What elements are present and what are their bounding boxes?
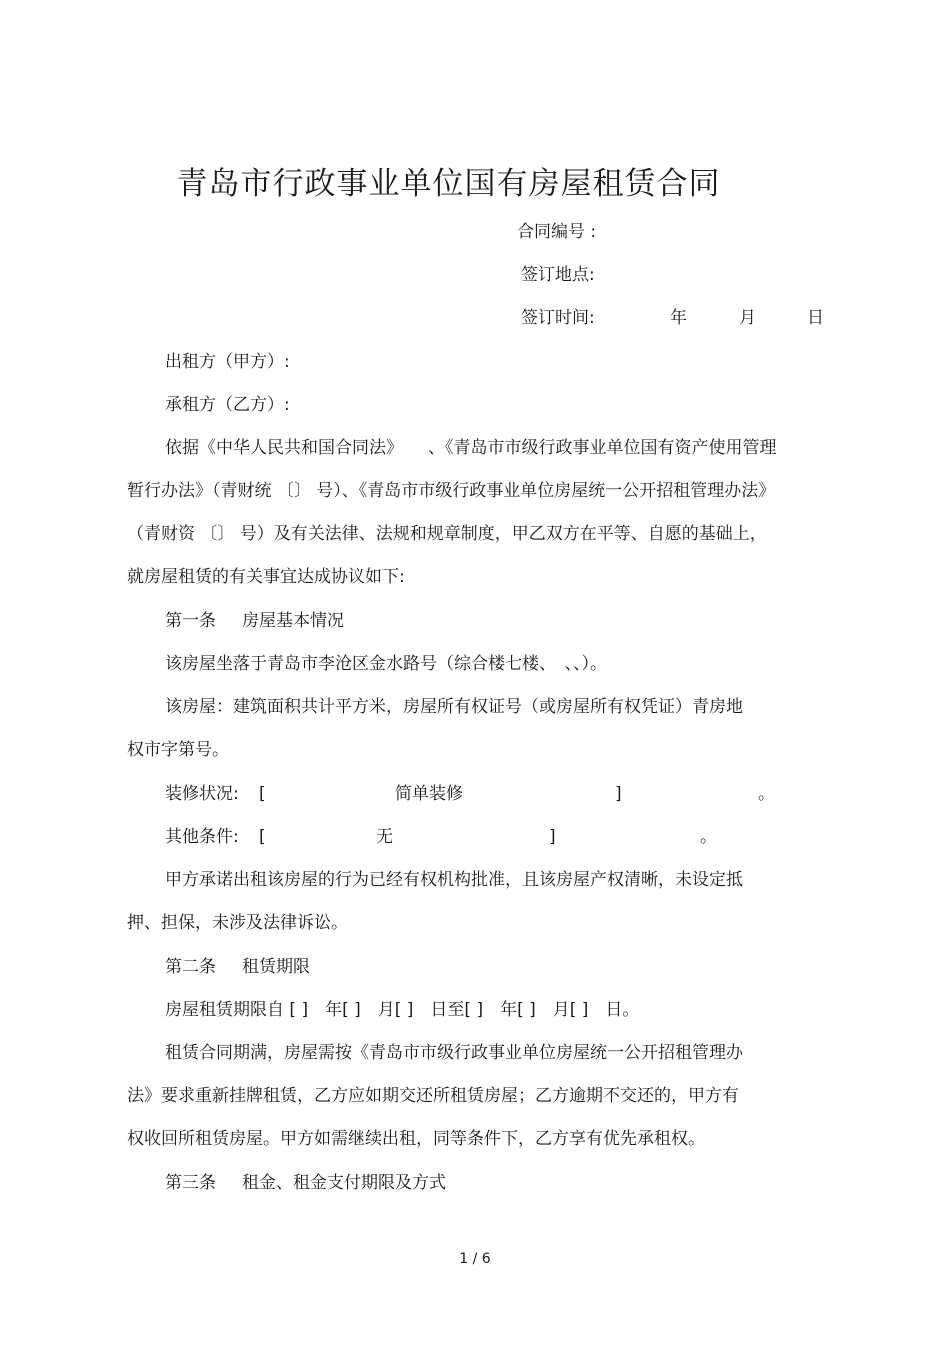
article-2-expiry-line-3: 权收回所租赁房屋。甲方如需继续出租，同等条件下，乙方享有优先承租权。 xyxy=(127,1129,705,1149)
other-conditions-close-bracket: ] xyxy=(549,827,556,847)
preamble-line-2: 暂行办法》（青财统 〔〕 号）、《青岛市市级行政事业单位房屋统一公开招租管理办法》 xyxy=(127,481,776,501)
decoration-period: 。 xyxy=(758,784,775,804)
preamble-line-1b: 、《青岛市市级行政事业单位国有资产使用管理 xyxy=(428,438,777,458)
article-2-expiry-line-2: 法》要求重新挂牌租赁，乙方应如期交还所租赁房屋；乙方逾期不交还的，甲方有 xyxy=(127,1086,739,1106)
decoration-value: 简单装修 xyxy=(395,784,463,804)
article-3-title: 租金、租金支付期限及方式 xyxy=(242,1173,446,1193)
article-1-title: 房屋基本情况 xyxy=(242,611,344,631)
article-2-title: 租赁期限 xyxy=(242,957,310,977)
page-number: 1 / 6 xyxy=(459,1251,491,1267)
contract-number-label: 合同编号 : xyxy=(517,222,597,242)
preamble-line-4: 就房屋租赁的有关事宜达成协议如下: xyxy=(127,567,405,587)
signing-year-label: 年 xyxy=(670,308,687,328)
decoration-close-bracket: ] xyxy=(615,784,622,804)
article-1-location: 该房屋坐落于青岛市李沧区金水路号（综合楼七楼、 、、）。 xyxy=(165,654,607,674)
article-2-number: 第二条 xyxy=(165,957,216,977)
lessor-label: 出租方（甲方）: xyxy=(165,352,290,372)
article-1-area-line-2: 权市字第号。 xyxy=(127,740,229,760)
article-1-promise-line-2: 押、担保，未涉及法律诉讼。 xyxy=(127,913,348,933)
preamble-line-1a: 依据《中华人民共和国合同法》 xyxy=(165,438,403,458)
signing-place-label: 签订地点: xyxy=(521,265,595,285)
article-1-promise-line-1: 甲方承诺出租该房屋的行为已经有权机构批准，且该房屋产权清晰，未设定抵 xyxy=(165,870,743,890)
decoration-label: 装修状况: xyxy=(165,784,239,804)
other-conditions-value: 无 xyxy=(376,827,393,847)
article-2-expiry-line-1: 租赁合同期满，房屋需按《青岛市市级行政事业单位房屋统一公开招租管理办 xyxy=(165,1043,743,1063)
article-3-number: 第三条 xyxy=(165,1173,216,1193)
other-conditions-open-bracket: [ xyxy=(259,827,266,847)
signing-day-label: 日 xyxy=(807,308,824,328)
article-1-area-line-1: 该房屋：建筑面积共计平方米，房屋所有权证号（或房屋所有权凭证）青房地 xyxy=(165,697,743,717)
signing-time-label: 签订时间: xyxy=(521,308,595,328)
article-1-number: 第一条 xyxy=(165,611,216,631)
decoration-open-bracket: [ xyxy=(259,784,266,804)
other-conditions-label: 其他条件: xyxy=(165,827,239,847)
lessee-label: 承租方（乙方）: xyxy=(165,395,290,415)
article-2-term: 房屋租赁期限自 [ ] 年[ ] 月[ ] 日至[ ] 年[ ] 月[ ] 日。 xyxy=(165,1000,640,1020)
signing-month-label: 月 xyxy=(739,308,756,328)
preamble-line-3: （青财资 〔〕 号）及有关法律、法规和规章制度，甲乙双方在平等、自愿的基础上， xyxy=(127,524,767,544)
other-conditions-period: 。 xyxy=(700,827,717,847)
document-title: 青岛市行政事业单位国有房屋租赁合同 xyxy=(176,166,721,202)
